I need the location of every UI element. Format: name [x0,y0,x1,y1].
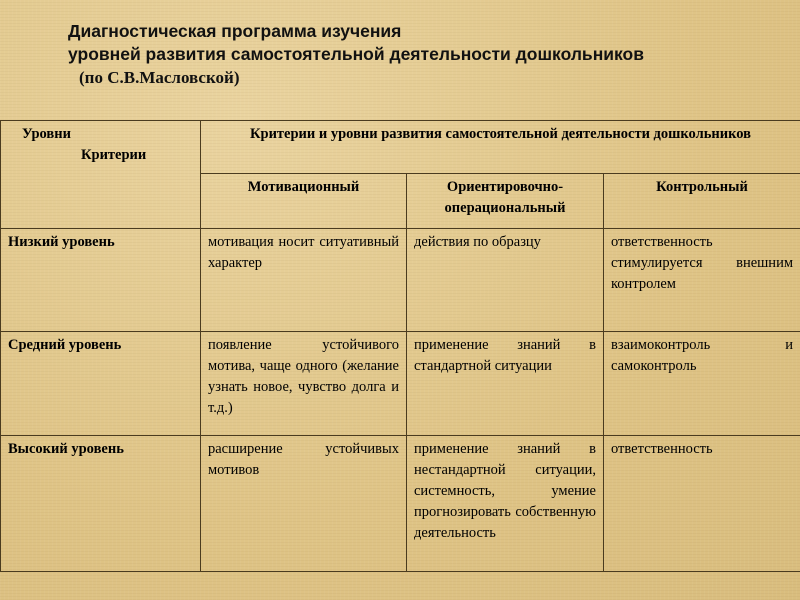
header-row [1,121,800,174]
cell-high-control: ответственность [604,436,800,572]
corner-header-cell [1,121,201,229]
row-label-high: Высокий уровень [1,436,201,572]
column-header-control: Контрольный [604,174,800,229]
group-header-cell [201,121,800,174]
slide-title [68,20,644,89]
table-row-medium [1,332,800,436]
column-header-operational: Ориентировочно-операциональный [407,174,604,229]
corner-criteria-label: Критерии [81,147,147,163]
cell-low-operational: действия по образцу [407,229,604,332]
cell-high-motivational: расширение устойчивых мотивов [201,436,407,572]
row-label-low: Низкий уровень [1,229,201,332]
diagnostic-table [0,120,800,572]
title-line-1: Диагностическая программа изучения [68,21,402,41]
title-author: (по С.В.Масловской) [79,68,240,87]
table-row-high [1,436,800,572]
row-label-medium: Средний уровень [1,332,201,436]
cell-medium-control: взаимоконтроль и самоконтроль [604,332,800,436]
corner-levels-label: Уровни [22,126,71,142]
cell-low-motivational: мотивация носит ситуативный характер [201,229,407,332]
group-header-label: Критерии и уровни развития самостоятельной деятельности дошкольников [250,126,752,142]
table-row-low [1,229,800,332]
cell-medium-operational: применение знаний в стандартной ситуации [407,332,604,436]
column-header-motivational: Мотивационный [201,174,407,229]
cell-medium-motivational: появление устойчивого мотива, чаще одного (желание узнать новое, чувство долга и т.д.) [201,332,407,436]
cell-low-control: ответственность стимулируется внешним контролем [604,229,800,332]
title-line-2: уровней развития самостоятельной деятельности дошкольников [68,44,644,64]
cell-high-operational: применение знаний в нестандартной ситуации, системность, умение прогнозировать собственную деятельность [407,436,604,572]
